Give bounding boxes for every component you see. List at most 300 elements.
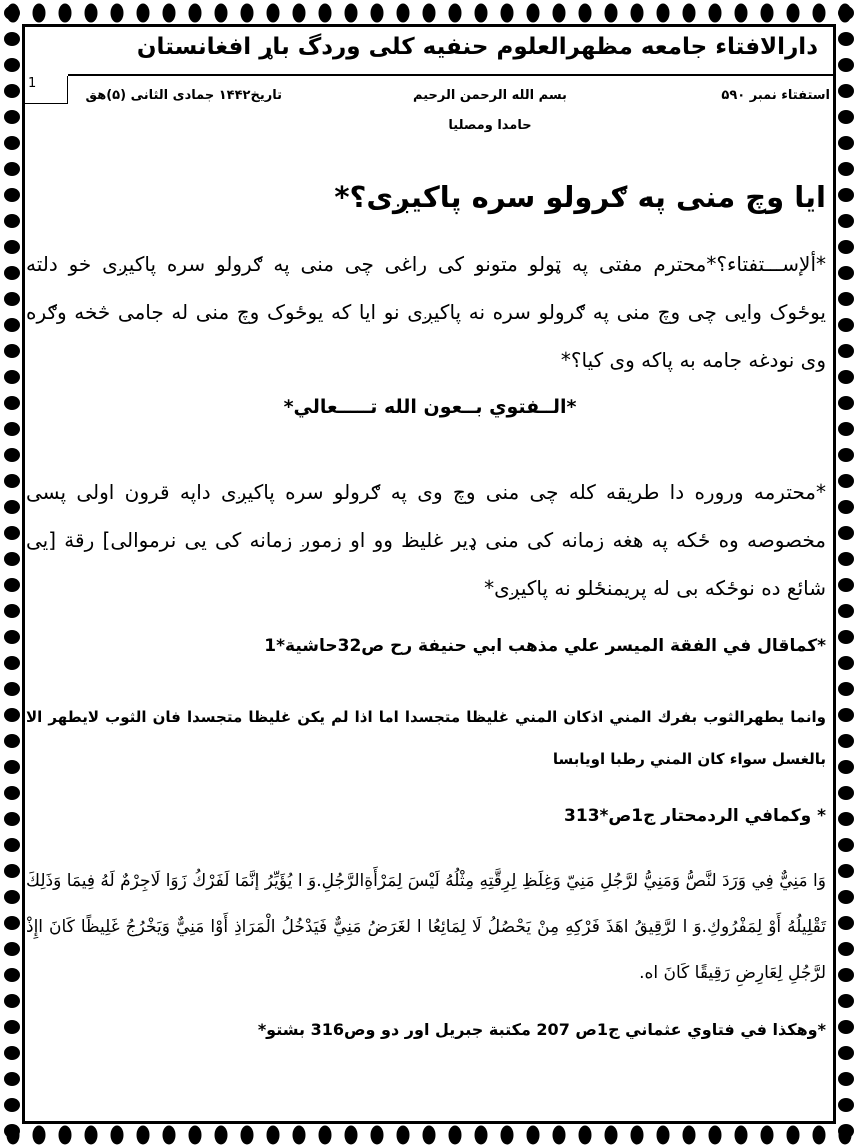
border-ornament-shape bbox=[4, 188, 20, 202]
border-ornament bbox=[572, 1122, 598, 1148]
border-ornament bbox=[182, 0, 208, 26]
border-ornament bbox=[442, 1122, 468, 1148]
border-ornament-shape bbox=[267, 1126, 280, 1145]
border-ornament bbox=[834, 572, 858, 598]
border-ornament-shape bbox=[838, 32, 854, 46]
border-ornament-shape bbox=[838, 578, 854, 592]
basmala: بسم الله الرحمن الرحيم bbox=[413, 88, 567, 103]
border-ornament-shape bbox=[85, 4, 98, 23]
border-ornament bbox=[546, 1122, 572, 1148]
border-ornament bbox=[728, 0, 754, 26]
border-ornament-shape bbox=[4, 292, 20, 306]
border-ornament-shape bbox=[838, 1124, 854, 1138]
border-ornament bbox=[0, 234, 24, 260]
reference-2-title: * وكمافي الردمحتار ج1ص*313 bbox=[564, 806, 826, 826]
reference-3-title: *وهكذا في فتاوي عثماني ج1ص 207 مكتبة جبريل اور دو وص316 بشتو* bbox=[257, 1020, 826, 1039]
border-ornament-shape bbox=[345, 4, 358, 23]
border-ornament-shape bbox=[4, 1098, 20, 1112]
border-ornament-shape bbox=[838, 474, 854, 488]
border-ornament-shape bbox=[838, 526, 854, 540]
border-ornament bbox=[728, 1122, 754, 1148]
border-ornament-shape bbox=[4, 32, 20, 46]
border-ornament bbox=[0, 962, 24, 988]
border-ornament bbox=[834, 1092, 858, 1118]
border-ornament bbox=[0, 442, 24, 468]
border-ornament-shape bbox=[111, 4, 124, 23]
border-ornament-shape bbox=[838, 266, 854, 280]
border-ornament-shape bbox=[4, 578, 20, 592]
border-ornament-shape bbox=[475, 4, 488, 23]
border-ornament-shape bbox=[838, 682, 854, 696]
border-ornament-shape bbox=[838, 422, 854, 436]
border-ornament-shape bbox=[838, 1020, 854, 1034]
border-ornament bbox=[0, 1118, 24, 1144]
border-ornament-shape bbox=[4, 344, 20, 358]
border-ornament-shape bbox=[423, 4, 436, 23]
border-ornament bbox=[0, 208, 24, 234]
border-ornament-shape bbox=[838, 734, 854, 748]
border-ornament-shape bbox=[4, 1124, 20, 1138]
border-ornament-shape bbox=[4, 838, 20, 852]
reference-1-text: وانما يطهرالثوب بفرك المني اذكان المني غليظا متجسدا اما اذا لم يكن غليظا متجسدا فان الثوب لايطهر الا بالغسل سواء كان المني رطبا اويابسا bbox=[26, 708, 826, 768]
border-ornament-shape bbox=[4, 318, 20, 332]
border-ornament-shape bbox=[163, 1126, 176, 1145]
border-ornament-shape bbox=[838, 136, 854, 150]
border-ornament-shape bbox=[4, 682, 20, 696]
border-ornament bbox=[0, 390, 24, 416]
border-ornament bbox=[390, 1122, 416, 1148]
border-ornament bbox=[104, 1122, 130, 1148]
border-ornament-shape bbox=[838, 1072, 854, 1086]
border-ornament-shape bbox=[4, 656, 20, 670]
border-ornament-shape bbox=[4, 994, 20, 1008]
border-ornament-shape bbox=[215, 4, 228, 23]
border-ornament-shape bbox=[4, 110, 20, 124]
border-ornament-shape bbox=[475, 1126, 488, 1145]
border-ornament-shape bbox=[683, 4, 696, 23]
border-ornament bbox=[0, 468, 24, 494]
border-ornament bbox=[0, 1092, 24, 1118]
border-ornament bbox=[834, 494, 858, 520]
border-ornament bbox=[104, 0, 130, 26]
border-ornament-shape bbox=[4, 6, 20, 20]
border-ornament-shape bbox=[838, 370, 854, 384]
border-ornament-shape bbox=[4, 370, 20, 384]
border-ornament-shape bbox=[4, 942, 20, 956]
border-ornament-shape bbox=[397, 1126, 410, 1145]
border-ornament-shape bbox=[33, 4, 46, 23]
border-ornament bbox=[0, 624, 24, 650]
border-ornament-shape bbox=[527, 4, 540, 23]
border-ornament bbox=[52, 1122, 78, 1148]
border-ornament bbox=[0, 338, 24, 364]
border-ornament bbox=[0, 416, 24, 442]
border-ornament-shape bbox=[4, 266, 20, 280]
border-ornament bbox=[0, 156, 24, 182]
reference-1-title: *كماقال في الفقة الميسر علي مذهب ابي حنيفة رح ص32حاشية*1 bbox=[264, 636, 826, 656]
border-ornament-shape bbox=[4, 864, 20, 878]
border-ornament-shape bbox=[838, 942, 854, 956]
border-ornament bbox=[834, 702, 858, 728]
border-ornament bbox=[0, 312, 24, 338]
border-ornament-shape bbox=[838, 864, 854, 878]
border-ornament-shape bbox=[4, 214, 20, 228]
border-ornament-shape bbox=[761, 4, 774, 23]
border-ornament bbox=[0, 130, 24, 156]
border-ornament bbox=[0, 364, 24, 390]
border-ornament bbox=[312, 0, 338, 26]
border-ornament-shape bbox=[579, 4, 592, 23]
border-ornament-shape bbox=[709, 4, 722, 23]
border-ornament-shape bbox=[838, 188, 854, 202]
border-ornament-shape bbox=[838, 162, 854, 176]
question-body: *ألإســـتفتاء؟*محترم مفتی په ټولو متونو کی راغی چی منی په ګرولو سره پاکيږی خو دلته يوځوک وايی چی وچ منی په ګرولو سره نه پاکيږی نو ايا که يوځوک وچ منی له جامی څخه وګره وی نودغه جامه به پاکه وی کيا؟* bbox=[26, 252, 826, 372]
border-ornament-shape bbox=[423, 1126, 436, 1145]
border-ornament bbox=[834, 1118, 858, 1144]
border-ornament-shape bbox=[631, 4, 644, 23]
border-ornament bbox=[0, 754, 24, 780]
border-ornament-shape bbox=[838, 396, 854, 410]
border-ornament bbox=[0, 806, 24, 832]
border-ornament bbox=[156, 1122, 182, 1148]
border-ornament bbox=[834, 208, 858, 234]
border-ornament-shape bbox=[838, 968, 854, 982]
border-ornament bbox=[338, 1122, 364, 1148]
border-ornament bbox=[0, 0, 24, 26]
border-ornament bbox=[52, 0, 78, 26]
border-ornament bbox=[834, 910, 858, 936]
border-ornament bbox=[834, 312, 858, 338]
border-ornament-shape bbox=[838, 448, 854, 462]
border-ornament bbox=[494, 1122, 520, 1148]
border-ornament-shape bbox=[4, 630, 20, 644]
border-ornament-shape bbox=[838, 84, 854, 98]
border-ornament bbox=[0, 1066, 24, 1092]
border-ornament bbox=[78, 1122, 104, 1148]
border-ornament bbox=[0, 780, 24, 806]
border-ornament-shape bbox=[4, 396, 20, 410]
border-ornament-shape bbox=[501, 1126, 514, 1145]
border-ornament bbox=[0, 858, 24, 884]
border-ornament bbox=[416, 0, 442, 26]
border-ornament-shape bbox=[4, 760, 20, 774]
border-ornament-shape bbox=[838, 890, 854, 904]
border-ornament bbox=[520, 0, 546, 26]
border-ornament bbox=[834, 1040, 858, 1066]
border-ornament bbox=[0, 286, 24, 312]
border-ornament-shape bbox=[4, 968, 20, 982]
border-ornament-shape bbox=[735, 1126, 748, 1145]
istifta-number: استفتاء نمبر ۵۹۰ bbox=[721, 88, 830, 103]
border-ornament-shape bbox=[813, 1126, 826, 1145]
border-ornament bbox=[520, 1122, 546, 1148]
border-ornament bbox=[834, 468, 858, 494]
border-ornament bbox=[834, 234, 858, 260]
border-ornament bbox=[208, 0, 234, 26]
border-ornament-shape bbox=[319, 1126, 332, 1145]
border-ornament bbox=[834, 936, 858, 962]
border-ornament-shape bbox=[397, 4, 410, 23]
border-ornament-shape bbox=[787, 1126, 800, 1145]
border-ornament bbox=[834, 806, 858, 832]
border-ornament bbox=[834, 442, 858, 468]
border-ornament bbox=[26, 0, 52, 26]
border-ornament bbox=[834, 546, 858, 572]
border-ornament bbox=[702, 0, 728, 26]
border-ornament bbox=[650, 0, 676, 26]
border-ornament bbox=[0, 598, 24, 624]
border-ornament-shape bbox=[111, 1126, 124, 1145]
border-ornament-shape bbox=[838, 656, 854, 670]
border-ornament bbox=[468, 1122, 494, 1148]
border-ornament bbox=[572, 0, 598, 26]
question-title: ايا وچ منى په ګرولو سره پاکيږی؟* bbox=[334, 180, 826, 214]
page-number: 1 bbox=[24, 76, 68, 104]
border-ornament bbox=[0, 1040, 24, 1066]
answer-heading: *الــفتوي بــعون الله تـــــعالي* bbox=[283, 396, 577, 418]
border-ornament-shape bbox=[4, 1072, 20, 1086]
border-ornament-shape bbox=[163, 4, 176, 23]
border-ornament bbox=[78, 0, 104, 26]
border-ornament bbox=[0, 702, 24, 728]
border-ornament bbox=[754, 0, 780, 26]
border-ornament bbox=[390, 0, 416, 26]
border-ornament bbox=[834, 728, 858, 754]
border-ornament bbox=[364, 0, 390, 26]
border-ornament bbox=[702, 1122, 728, 1148]
border-ornament bbox=[834, 884, 858, 910]
border-ornament-shape bbox=[267, 4, 280, 23]
border-ornament-shape bbox=[4, 552, 20, 566]
reference-2-text: وَا مَنِيٌّ فِي وَرَدَ لنَّصُّ وَمَنِيُّ لرَّجُلِ مَنِيّ وَغِلَظِ لِرِقَّتِهِ مِثْلُهُ لَيْسَ لِمَرْأَةِالرَّجُلِ.وَ ا يُؤَيِّرُ إنَّمَا لَفَرْكُ زَوَا لَاجِرْمٌ لَهُ فِيمَا وَذَلِكَ تَقْلِيلُهُ أَوْ لِمَفْرُوكِ.وَ ا لرَّقِيقُ اهَذَ فَرْكِهِ مِنْ يَحْصُلُ لَا لِمَائِعُا ا لغَرَضُ مَنِيٌّ فَيَدْخُلُ الْمَرَاذِ أَوْا مَنِيٌّ وَيَخْرُجُ غَلِيظًا كَانَ اإِذْ لرَّجُلِ لِعَارِضِ رَقِيقًا كَانَ اه. bbox=[26, 871, 826, 983]
border-ornament bbox=[0, 572, 24, 598]
border-ornament bbox=[468, 0, 494, 26]
border-ornament bbox=[598, 0, 624, 26]
border-ornament bbox=[0, 260, 24, 286]
border-ornament bbox=[834, 780, 858, 806]
border-ornament-shape bbox=[293, 1126, 306, 1145]
border-ornament-shape bbox=[4, 448, 20, 462]
border-ornament-shape bbox=[501, 4, 514, 23]
border-ornament-shape bbox=[838, 630, 854, 644]
border-ornament-shape bbox=[838, 812, 854, 826]
border-ornament bbox=[0, 182, 24, 208]
border-ornament-shape bbox=[4, 916, 20, 930]
border-ornament-shape bbox=[838, 760, 854, 774]
border-ornament bbox=[0, 884, 24, 910]
border-ornament-shape bbox=[657, 4, 670, 23]
border-ornament-shape bbox=[4, 240, 20, 254]
border-ornament bbox=[834, 286, 858, 312]
border-ornament bbox=[834, 182, 858, 208]
border-ornament bbox=[834, 52, 858, 78]
border-ornament bbox=[834, 832, 858, 858]
border-ornament-shape bbox=[371, 4, 384, 23]
border-ornament-shape bbox=[838, 214, 854, 228]
border-ornament-shape bbox=[838, 604, 854, 618]
border-ornament-shape bbox=[4, 812, 20, 826]
border-ornament-shape bbox=[553, 4, 566, 23]
border-ornament-shape bbox=[4, 84, 20, 98]
border-ornament bbox=[442, 0, 468, 26]
border-ornament bbox=[286, 0, 312, 26]
border-ornament bbox=[624, 1122, 650, 1148]
answer-body: *محترمه وروره دا طريقه کله چی منی وچ وی په ګرولو سره پاکيږی داپه قرون اولی پسی مخصوصه وه ځکه په هغه زمانه کی منی ډير غليظ وو او زموږ زمانه کی يی نرموالی] رقة [يی شائع ده نوځکه بی له پريمنځلو نه پاکيږی* bbox=[26, 480, 826, 600]
border-ornament-shape bbox=[709, 1126, 722, 1145]
border-ornament bbox=[0, 910, 24, 936]
border-ornament-shape bbox=[4, 786, 20, 800]
border-ornament-shape bbox=[4, 58, 20, 72]
border-ornament bbox=[338, 0, 364, 26]
bottom-border bbox=[0, 1122, 858, 1148]
border-ornament bbox=[0, 728, 24, 754]
border-ornament bbox=[834, 988, 858, 1014]
border-ornament-shape bbox=[527, 1126, 540, 1145]
border-ornament-shape bbox=[4, 734, 20, 748]
border-ornament bbox=[834, 598, 858, 624]
border-ornament-shape bbox=[631, 1126, 644, 1145]
border-ornament-shape bbox=[4, 136, 20, 150]
border-ornament bbox=[0, 676, 24, 702]
border-ornament-shape bbox=[4, 474, 20, 488]
border-ornament-shape bbox=[838, 786, 854, 800]
border-ornament-shape bbox=[838, 916, 854, 930]
border-ornament-shape bbox=[293, 4, 306, 23]
border-ornament-shape bbox=[761, 1126, 774, 1145]
left-border bbox=[0, 0, 24, 1148]
border-ornament bbox=[834, 1014, 858, 1040]
border-ornament bbox=[834, 104, 858, 130]
border-ornament bbox=[834, 520, 858, 546]
border-ornament-shape bbox=[605, 4, 618, 23]
border-ornament bbox=[834, 130, 858, 156]
hamd-line: حامدا ومصليا bbox=[448, 118, 532, 133]
border-ornament-shape bbox=[735, 4, 748, 23]
border-ornament-shape bbox=[345, 1126, 358, 1145]
top-border bbox=[0, 0, 858, 26]
border-ornament bbox=[834, 260, 858, 286]
border-ornament-shape bbox=[813, 4, 826, 23]
border-ornament bbox=[260, 1122, 286, 1148]
border-ornament-shape bbox=[449, 4, 462, 23]
border-ornament-shape bbox=[838, 838, 854, 852]
border-ornament-shape bbox=[189, 4, 202, 23]
border-ornament-shape bbox=[838, 240, 854, 254]
border-ornament bbox=[834, 962, 858, 988]
border-ornament bbox=[182, 1122, 208, 1148]
border-ornament bbox=[0, 546, 24, 572]
border-ornament bbox=[834, 156, 858, 182]
border-ornament bbox=[806, 1122, 832, 1148]
border-ornament-shape bbox=[838, 292, 854, 306]
border-ornament-shape bbox=[838, 1098, 854, 1112]
border-ornament-shape bbox=[838, 708, 854, 722]
border-ornament-shape bbox=[59, 4, 72, 23]
border-ornament-shape bbox=[33, 1126, 46, 1145]
border-ornament bbox=[0, 78, 24, 104]
border-ornament-shape bbox=[4, 708, 20, 722]
border-ornament-shape bbox=[838, 344, 854, 358]
border-ornament-shape bbox=[319, 4, 332, 23]
border-ornament bbox=[834, 624, 858, 650]
border-ornament-shape bbox=[59, 1126, 72, 1145]
border-ornament bbox=[156, 0, 182, 26]
border-ornament-shape bbox=[4, 526, 20, 540]
border-ornament bbox=[834, 416, 858, 442]
border-ornament bbox=[780, 1122, 806, 1148]
border-ornament bbox=[834, 650, 858, 676]
border-ornament bbox=[834, 26, 858, 52]
border-ornament-shape bbox=[553, 1126, 566, 1145]
border-ornament bbox=[130, 0, 156, 26]
border-ornament-shape bbox=[4, 500, 20, 514]
border-ornament bbox=[834, 858, 858, 884]
border-ornament-shape bbox=[85, 1126, 98, 1145]
border-ornament bbox=[0, 104, 24, 130]
right-border bbox=[834, 0, 858, 1148]
border-ornament bbox=[0, 494, 24, 520]
border-ornament bbox=[312, 1122, 338, 1148]
border-ornament-shape bbox=[838, 1046, 854, 1060]
border-ornament bbox=[546, 0, 572, 26]
border-ornament-shape bbox=[4, 1046, 20, 1060]
border-ornament bbox=[834, 364, 858, 390]
border-ornament-shape bbox=[4, 604, 20, 618]
border-ornament bbox=[234, 1122, 260, 1148]
border-ornament bbox=[834, 0, 858, 26]
border-ornament bbox=[234, 0, 260, 26]
border-ornament-shape bbox=[137, 1126, 150, 1145]
border-ornament-shape bbox=[838, 994, 854, 1008]
border-ornament-shape bbox=[371, 1126, 384, 1145]
border-ornament-shape bbox=[787, 4, 800, 23]
border-ornament bbox=[834, 78, 858, 104]
border-ornament-shape bbox=[215, 1126, 228, 1145]
border-ornament-shape bbox=[838, 552, 854, 566]
border-ornament bbox=[0, 26, 24, 52]
border-ornament bbox=[494, 0, 520, 26]
border-ornament bbox=[0, 988, 24, 1014]
border-ornament-shape bbox=[838, 318, 854, 332]
border-ornament bbox=[0, 520, 24, 546]
border-ornament-shape bbox=[838, 58, 854, 72]
border-ornament bbox=[834, 676, 858, 702]
border-ornament-shape bbox=[838, 500, 854, 514]
border-ornament bbox=[0, 936, 24, 962]
fatwa-date: تاريخ۱۴۴۲ جمادی الثانی (۵)هق bbox=[85, 88, 282, 103]
border-ornament-shape bbox=[241, 1126, 254, 1145]
border-ornament bbox=[208, 1122, 234, 1148]
border-ornament-shape bbox=[4, 1020, 20, 1034]
border-ornament bbox=[0, 52, 24, 78]
border-ornament-shape bbox=[189, 1126, 202, 1145]
border-ornament bbox=[834, 390, 858, 416]
border-ornament-shape bbox=[137, 4, 150, 23]
border-ornament-shape bbox=[4, 162, 20, 176]
border-ornament bbox=[260, 0, 286, 26]
border-ornament bbox=[834, 754, 858, 780]
border-ornament bbox=[130, 1122, 156, 1148]
border-ornament bbox=[806, 0, 832, 26]
border-ornament bbox=[676, 0, 702, 26]
border-ornament-shape bbox=[579, 1126, 592, 1145]
border-ornament bbox=[0, 650, 24, 676]
border-ornament bbox=[624, 0, 650, 26]
border-ornament-shape bbox=[4, 422, 20, 436]
border-ornament bbox=[286, 1122, 312, 1148]
border-ornament-shape bbox=[683, 1126, 696, 1145]
border-ornament-shape bbox=[449, 1126, 462, 1145]
